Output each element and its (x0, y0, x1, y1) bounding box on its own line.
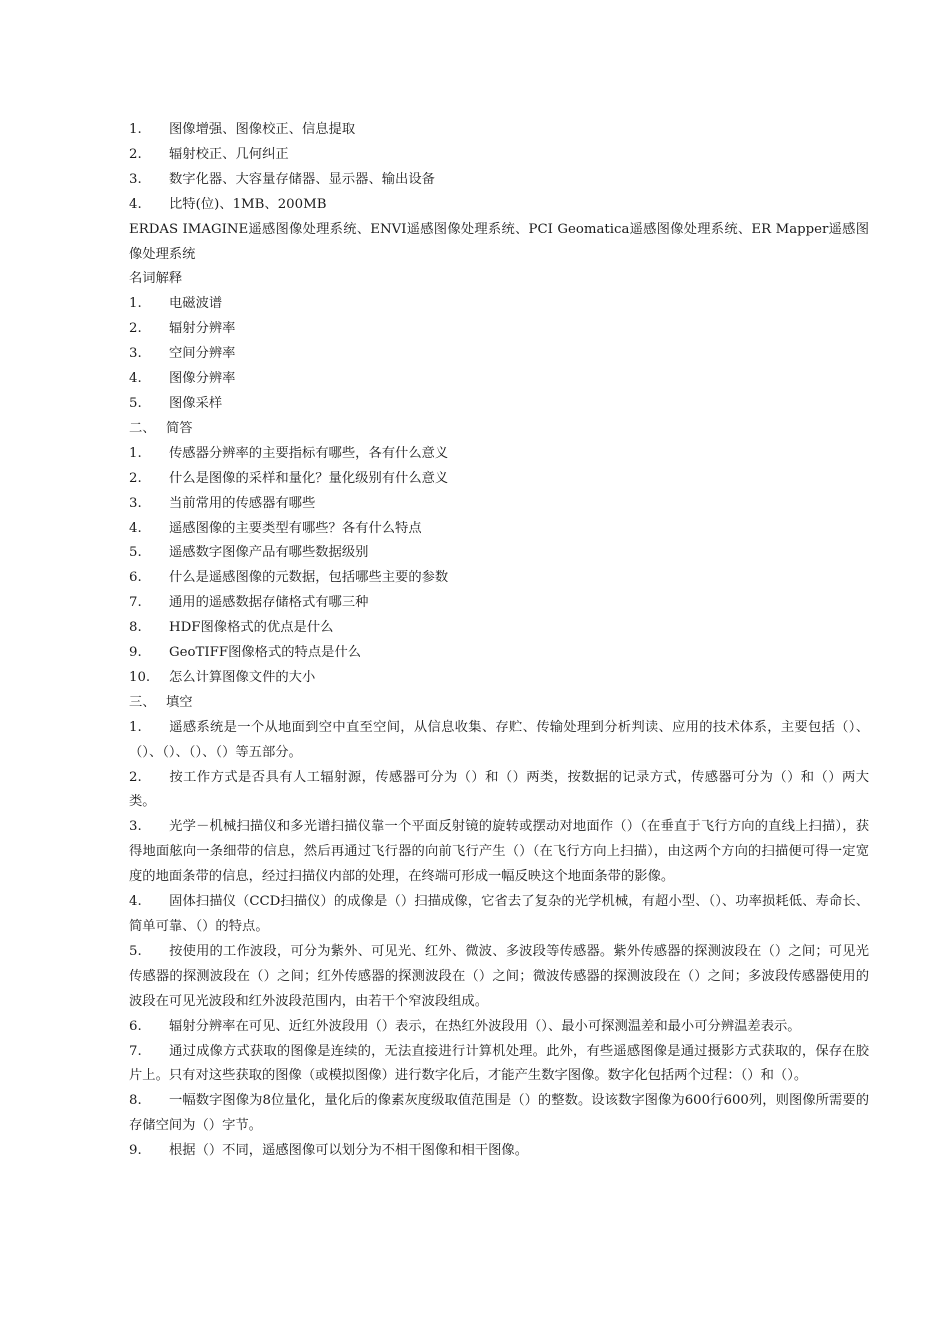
answer-list (129, 118, 869, 267)
list-item: 4. 固体扫描仪（CCD扫描仪）的成像是（）扫描成像，它省去了复杂的光学机械，有超小型、（）、功率损耗低、寿命长、简单可靠、（）的特点。 (129, 894, 869, 934)
list-item: 1. 遥感系统是一个从地面到空中直至空间，从信息收集、存贮、传输处理到分析判读、应用的技术体系，主要包括（）、（）、（）、（）、（）等五部分。 (129, 719, 869, 760)
list-item: 2. 按工作方式是否具有人工辐射源，传感器可分为（）和（）两类，按数据的记录方式，传感器可分为（）和（）两大类。 (129, 769, 869, 810)
list-item: 3. 光学－机械扫描仪和多光谱扫描仪靠一个平面反射镜的旋转或摆动对地面作（）（在垂直于飞行方向的直线上扫描），获得地面舷向一条细带的信息，然后再通过飞行器的向前飞行产生（）（在飞行方向上扫描），由这两个方向的扫描便可得一定宽度的地面条带的信息，经过扫描仪内部的处理，在终端可形成一幅反映这个地面条带的影像。 (129, 819, 869, 885)
list-item: 2. 辐射校正、几何纠正 (129, 146, 289, 162)
list-item: 3. 空间分辨率 (129, 346, 236, 362)
list-item: 6. 辐射分辨率在可见、近红外波段用（）表示，在热红外波段用（）、最小可探测温差和最小可分辨温差表示。 (129, 1018, 801, 1034)
list-item: 5. 遥感数字图像产品有哪些数据级别 (129, 545, 369, 561)
list-item: 7. 通用的遥感数据存储格式有哪三种 (129, 595, 369, 611)
list-item: 1. 电磁波谱 (129, 296, 223, 312)
list-item: 4. 遥感图像的主要类型有哪些？各有什么特点 (129, 520, 422, 536)
list-item: 9. GeoTIFF图像格式的特点是什么 (129, 645, 362, 661)
list-item: 10. 怎么计算图像文件的大小 (129, 669, 316, 685)
answer-extra: ERDAS IMAGINE遥感图像处理系统、ENVI遥感图像处理系统、PCI Geomatica遥感图像处理系统、ER Mapper遥感图像处理系统 (129, 221, 869, 262)
list-item: 9. 根据（）不同，遥感图像可以划分为不相干图像和相干图像。 (129, 1143, 529, 1159)
list-item: 7. 通过成像方式获取的图像是连续的，无法直接进行计算机处理。此外，有些遥感图像是通过摄影方式获取的，保存在胶片上。只有对这些获取的图像（或模拟图像）进行数字化后，才能产生数字图像。数字化包括两个过程：（）和（）。 (129, 1043, 869, 1084)
list-item: 3. 数字化器、大容量存储器、显示器、输出设备 (129, 171, 435, 187)
terms-section (129, 267, 869, 416)
short-answer-section (129, 417, 869, 691)
fill-blank-section (129, 691, 869, 1164)
list-item: 3. 当前常用的传感器有哪些 (129, 495, 316, 511)
list-item: 1. 图像增强、图像校正、信息提取 (129, 122, 356, 137)
section-heading: 三、 填空 (129, 694, 193, 710)
list-item: 8. 一幅数字图像为8位量化，量化后的像素灰度级取值范围是（）的整数。设该数字图像为600行600列，则图像所需要的存储空间为（）字节。 (129, 1093, 869, 1134)
list-item: 6. 什么是遥感图像的元数据，包括哪些主要的参数 (129, 570, 449, 586)
list-item: 8. HDF图像格式的优点是什么 (129, 620, 334, 636)
list-item: 5. 按使用的工作波段，可分为紫外、可见光、红外、微波、多波段等传感器。紫外传感器的探测波段在（）之间；可见光传感器的探测波段在（）之间；红外传感器的探测波段在（）之间；微波传感器的探测波段在（）之间；多波段传感器使用的波段在可见光波段和红外波段范围内，由若干个窄波段组成。 (129, 943, 869, 1009)
list-item: 2. 辐射分辨率 (129, 321, 236, 337)
section-heading: 二、 简答 (129, 420, 193, 436)
document-body (129, 118, 869, 1164)
list-item: 1. 传感器分辨率的主要指标有哪些，各有什么意义 (129, 445, 449, 461)
list-item: 2. 什么是图像的采样和量化？量化级别有什么意义 (129, 470, 449, 486)
list-item: 5. 图像采样 (129, 395, 223, 411)
list-item: 4. 比特(位)、1MB、200MB (129, 196, 327, 212)
list-item: 4. 图像分辨率 (129, 371, 236, 387)
section-heading: 名词解释 (129, 271, 183, 287)
